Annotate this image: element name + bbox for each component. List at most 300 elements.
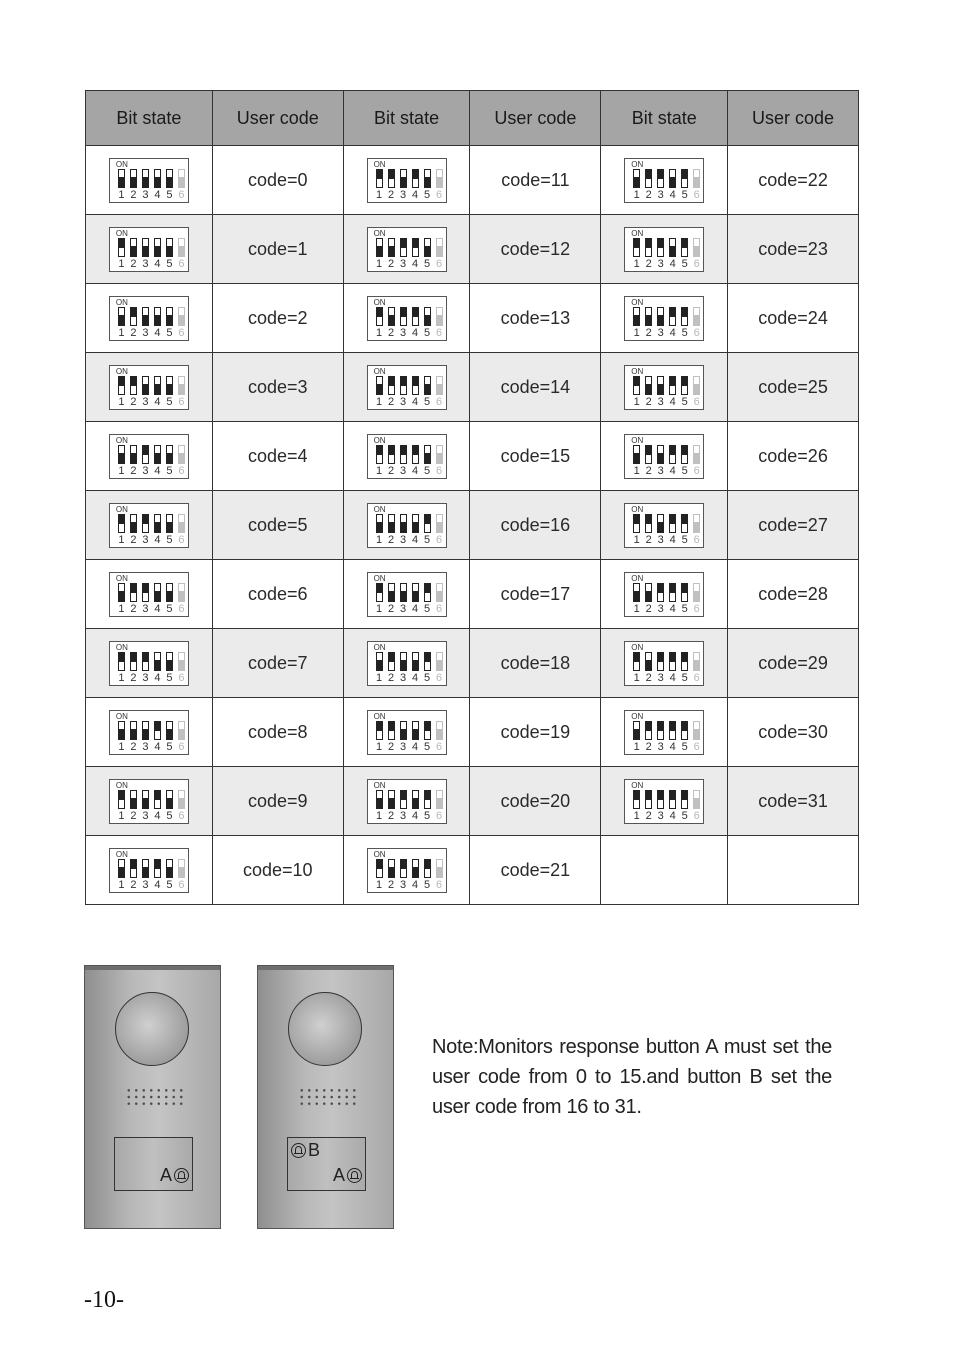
dip-knob xyxy=(119,453,124,462)
dip-switch-2 xyxy=(388,652,395,671)
dip-number: 3 xyxy=(142,740,149,753)
dip-number: 5 xyxy=(681,395,688,408)
panel-top-strip xyxy=(258,966,393,970)
dip-switch-2 xyxy=(130,307,137,326)
dip-number: 1 xyxy=(118,533,125,546)
dip-switch-2 xyxy=(388,307,395,326)
dip-switch-2 xyxy=(388,583,395,602)
user-code-value: code=28 xyxy=(758,583,828,604)
dip-number: 3 xyxy=(400,395,407,408)
dip-knob xyxy=(167,246,172,255)
dip-number: 1 xyxy=(376,257,383,270)
dip-switch-5 xyxy=(166,721,173,740)
dip-switch-6 xyxy=(693,514,700,533)
header-user-code: User code xyxy=(212,91,343,146)
user-code-cell xyxy=(728,146,859,215)
dip-switch-3 xyxy=(400,307,407,326)
dip-knob xyxy=(119,591,124,600)
dip-number: 2 xyxy=(645,257,652,270)
user-code-cell xyxy=(470,215,601,284)
bit-state-cell xyxy=(601,353,728,422)
dip-switch-3 xyxy=(142,859,149,878)
dip-switch-5 xyxy=(424,583,431,602)
table-row xyxy=(86,215,859,284)
dip-on-label: ON xyxy=(631,228,644,238)
dip-number: 5 xyxy=(681,257,688,270)
dip-number: 2 xyxy=(645,188,652,201)
bit-state-cell xyxy=(86,215,213,284)
user-code-value: code=31 xyxy=(758,790,828,811)
table-row xyxy=(86,353,859,422)
dip-switch xyxy=(367,572,447,617)
dip-knob xyxy=(634,791,639,800)
user-code-cell xyxy=(212,491,343,560)
user-code-value: code=14 xyxy=(500,376,571,397)
dip-switch-2 xyxy=(388,169,395,188)
dip-knob xyxy=(425,722,430,731)
dip-number: 1 xyxy=(633,395,640,408)
dip-switch-4 xyxy=(154,859,161,878)
dip-switch-6 xyxy=(693,376,700,395)
dip-switch-6 xyxy=(436,514,443,533)
dip-knob xyxy=(437,177,442,186)
dip-switch xyxy=(367,779,447,824)
dip-number: 2 xyxy=(130,257,137,270)
user-code-cell xyxy=(212,284,343,353)
dip-switch-2 xyxy=(130,376,137,395)
dip-switch-1 xyxy=(633,583,640,602)
dip-knob xyxy=(143,867,148,876)
dip-switch xyxy=(624,434,704,479)
dip-switch-5 xyxy=(166,169,173,188)
dip-number: 2 xyxy=(645,395,652,408)
dip-knob xyxy=(389,522,394,531)
dip-knob xyxy=(401,522,406,531)
dip-number: 5 xyxy=(681,809,688,822)
dip-switch-5 xyxy=(681,721,688,740)
dip-knob xyxy=(425,791,430,800)
dip-switch xyxy=(367,434,447,479)
dip-knob xyxy=(670,308,675,317)
dip-on-label: ON xyxy=(373,711,386,721)
dip-knob xyxy=(377,798,382,807)
dip-number: 4 xyxy=(412,740,419,753)
dip-knob xyxy=(131,729,136,738)
dip-number: 5 xyxy=(166,809,173,822)
bit-state-cell xyxy=(343,146,470,215)
dip-knob xyxy=(437,522,442,531)
dip-knob xyxy=(155,453,160,462)
dip-number: 5 xyxy=(424,464,431,477)
dip-switch-1 xyxy=(118,169,125,188)
dip-number: 4 xyxy=(412,395,419,408)
dip-on-label: ON xyxy=(631,366,644,376)
dip-on-label: ON xyxy=(631,780,644,790)
page-number: -10- xyxy=(84,1287,124,1313)
dip-switch-2 xyxy=(645,376,652,395)
user-code-value: code=18 xyxy=(500,652,571,673)
dip-switch-1 xyxy=(376,445,383,464)
dip-knob xyxy=(377,446,382,455)
dip-number: 2 xyxy=(388,878,395,891)
dip-switch-2 xyxy=(645,307,652,326)
dip-knob xyxy=(155,315,160,324)
name-plate xyxy=(287,1137,366,1191)
dip-knob xyxy=(401,860,406,869)
dip-knob xyxy=(143,798,148,807)
dip-switch-4 xyxy=(154,652,161,671)
dip-number: 3 xyxy=(400,533,407,546)
dip-number: 4 xyxy=(669,188,676,201)
dip-number: 6 xyxy=(693,602,700,615)
dip-number: 1 xyxy=(633,188,640,201)
dip-switch-3 xyxy=(657,721,664,740)
dip-knob xyxy=(377,170,382,179)
dip-number: 4 xyxy=(669,533,676,546)
dip-number: 3 xyxy=(142,602,149,615)
dip-knob xyxy=(658,170,663,179)
user-code-value: code=7 xyxy=(247,652,308,673)
header-row xyxy=(86,91,859,146)
dip-knob xyxy=(634,653,639,662)
dip-number: 6 xyxy=(436,740,443,753)
bit-state-cell xyxy=(601,215,728,284)
dip-switch-2 xyxy=(645,514,652,533)
dip-switch xyxy=(109,296,189,341)
dip-number: 2 xyxy=(645,533,652,546)
dip-number: 4 xyxy=(412,257,419,270)
dip-number: 3 xyxy=(142,464,149,477)
dip-knob xyxy=(425,177,430,186)
bit-state-cell xyxy=(601,836,728,905)
dip-number: 4 xyxy=(154,326,161,339)
dip-on-label: ON xyxy=(115,366,128,376)
user-code-cell xyxy=(470,629,601,698)
dip-switch-1 xyxy=(376,859,383,878)
dip-switch-2 xyxy=(130,721,137,740)
call-button-b[interactable] xyxy=(291,1140,320,1161)
dip-switch-5 xyxy=(424,169,431,188)
dip-knob xyxy=(143,177,148,186)
dip-number: 5 xyxy=(166,326,173,339)
dip-switch-1 xyxy=(118,721,125,740)
dip-number: 3 xyxy=(142,257,149,270)
call-button-a[interactable] xyxy=(333,1165,362,1186)
user-code-cell xyxy=(728,698,859,767)
user-code-value: code=27 xyxy=(758,514,828,535)
dip-switch-1 xyxy=(633,376,640,395)
dip-on-label: ON xyxy=(115,504,128,514)
dip-knob xyxy=(634,453,639,462)
dip-switch-4 xyxy=(669,307,676,326)
dip-number: 2 xyxy=(645,602,652,615)
dip-knob xyxy=(694,729,699,738)
dip-switch xyxy=(367,503,447,548)
dip-knob xyxy=(131,584,136,593)
dip-switch-3 xyxy=(400,652,407,671)
dip-switch-4 xyxy=(154,721,161,740)
dip-knob xyxy=(413,798,418,807)
dip-number: 3 xyxy=(657,740,664,753)
dip-knob xyxy=(646,239,651,248)
dip-number: 1 xyxy=(376,326,383,339)
dip-number: 5 xyxy=(424,740,431,753)
dip-switch-6 xyxy=(178,721,185,740)
dip-switch-6 xyxy=(178,169,185,188)
dip-number: 4 xyxy=(412,809,419,822)
user-code-cell xyxy=(212,698,343,767)
user-code-cell xyxy=(470,353,601,422)
dip-knob xyxy=(167,591,172,600)
dip-switch xyxy=(624,710,704,755)
dip-knob xyxy=(401,446,406,455)
dip-switch-6 xyxy=(436,721,443,740)
dip-switch-2 xyxy=(645,652,652,671)
dip-number: 4 xyxy=(669,464,676,477)
dip-knob xyxy=(670,653,675,662)
dip-switch-4 xyxy=(412,307,419,326)
dip-switch-1 xyxy=(376,583,383,602)
header-user-code: User code xyxy=(728,91,859,146)
dip-switch-3 xyxy=(657,583,664,602)
dip-number: 6 xyxy=(178,464,185,477)
dip-knob xyxy=(131,308,136,317)
dip-on-label: ON xyxy=(115,435,128,445)
dip-number: 6 xyxy=(436,326,443,339)
dip-knob xyxy=(167,384,172,393)
dip-knob xyxy=(425,653,430,662)
bit-state-cell xyxy=(601,629,728,698)
dip-switch-4 xyxy=(412,238,419,257)
dip-number: 5 xyxy=(166,671,173,684)
user-code-value: code=13 xyxy=(500,307,571,328)
user-code-value: code=29 xyxy=(758,652,828,673)
dip-switch-4 xyxy=(669,583,676,602)
dip-switch-6 xyxy=(693,583,700,602)
dip-number: 2 xyxy=(130,602,137,615)
dip-number: 1 xyxy=(633,464,640,477)
dip-switch-1 xyxy=(633,445,640,464)
header-user-code: User code xyxy=(470,91,601,146)
dip-number: 1 xyxy=(376,533,383,546)
dip-switch xyxy=(367,158,447,203)
dip-on-label: ON xyxy=(115,228,128,238)
dip-switch-5 xyxy=(424,238,431,257)
dip-knob xyxy=(682,377,687,386)
dip-knob xyxy=(437,660,442,669)
dip-knob xyxy=(437,798,442,807)
dip-knob xyxy=(658,453,663,462)
dip-switch-3 xyxy=(657,445,664,464)
dip-number: 5 xyxy=(424,395,431,408)
dip-switch-3 xyxy=(657,652,664,671)
dip-knob xyxy=(670,515,675,524)
dip-switch-1 xyxy=(376,238,383,257)
user-code-value: code=8 xyxy=(247,721,308,742)
dip-switch-2 xyxy=(130,238,137,257)
dip-number: 5 xyxy=(166,395,173,408)
dip-number: 2 xyxy=(130,533,137,546)
dip-switch-1 xyxy=(633,169,640,188)
dip-knob xyxy=(167,867,172,876)
dip-knob xyxy=(377,722,382,731)
dip-number: 3 xyxy=(400,740,407,753)
dip-number: 2 xyxy=(130,740,137,753)
dip-knob xyxy=(119,791,124,800)
dip-number: 5 xyxy=(166,464,173,477)
dip-number: 4 xyxy=(669,809,676,822)
call-button-a[interactable] xyxy=(160,1165,189,1186)
dip-number: 5 xyxy=(424,326,431,339)
dip-number: 4 xyxy=(669,257,676,270)
dip-knob xyxy=(425,384,430,393)
dip-knob xyxy=(413,170,418,179)
dip-number: 5 xyxy=(424,671,431,684)
dip-knob xyxy=(670,177,675,186)
bell-icon xyxy=(174,1168,189,1183)
dip-switch-6 xyxy=(436,859,443,878)
dip-number: 6 xyxy=(436,533,443,546)
dip-knob xyxy=(694,177,699,186)
dip-switch-2 xyxy=(130,514,137,533)
dip-number: 3 xyxy=(400,257,407,270)
table-row xyxy=(86,836,859,905)
dip-number: 1 xyxy=(376,395,383,408)
dip-knob xyxy=(155,791,160,800)
dip-switch-6 xyxy=(693,790,700,809)
bit-state-cell xyxy=(343,353,470,422)
bit-state-cell xyxy=(601,767,728,836)
dip-number: 1 xyxy=(118,878,125,891)
dip-knob xyxy=(119,239,124,248)
bit-state-cell xyxy=(601,422,728,491)
dip-knob xyxy=(646,591,651,600)
dip-number: 3 xyxy=(400,326,407,339)
bit-state-cell xyxy=(343,422,470,491)
dip-knob xyxy=(658,791,663,800)
dip-switch-5 xyxy=(166,376,173,395)
dip-number: 3 xyxy=(142,533,149,546)
dip-switch-2 xyxy=(388,376,395,395)
dip-number: 6 xyxy=(436,602,443,615)
dip-switch-6 xyxy=(178,238,185,257)
dip-knob xyxy=(694,522,699,531)
dip-knob xyxy=(179,729,184,738)
dip-knob xyxy=(143,384,148,393)
code-table xyxy=(85,90,859,905)
dip-switch-1 xyxy=(118,652,125,671)
dip-knob xyxy=(437,384,442,393)
dip-number: 1 xyxy=(633,326,640,339)
dip-switch-1 xyxy=(376,652,383,671)
dip-knob xyxy=(179,660,184,669)
dip-number: 3 xyxy=(142,326,149,339)
dip-knob xyxy=(377,384,382,393)
dip-knob xyxy=(413,308,418,317)
bit-state-cell xyxy=(601,560,728,629)
dip-switch-4 xyxy=(154,169,161,188)
dip-switch-1 xyxy=(118,790,125,809)
dip-switch-6 xyxy=(436,238,443,257)
dip-knob xyxy=(377,308,382,317)
user-code-value: code=26 xyxy=(758,445,828,466)
user-code-value: code=6 xyxy=(247,583,308,604)
dip-number: 5 xyxy=(681,602,688,615)
dip-number: 6 xyxy=(178,395,185,408)
user-code-value: code=17 xyxy=(500,583,571,604)
dip-number: 3 xyxy=(142,878,149,891)
dip-switch-3 xyxy=(142,583,149,602)
user-code-cell xyxy=(470,422,601,491)
user-code-cell xyxy=(470,146,601,215)
dip-switch xyxy=(367,710,447,755)
user-code-cell xyxy=(470,836,601,905)
dip-number: 5 xyxy=(424,533,431,546)
dip-knob xyxy=(119,377,124,386)
dip-knob xyxy=(658,522,663,531)
dip-switch xyxy=(624,779,704,824)
dip-number: 3 xyxy=(657,671,664,684)
dip-knob xyxy=(670,722,675,731)
bit-state-cell xyxy=(601,698,728,767)
dip-number: 1 xyxy=(376,809,383,822)
dip-knob xyxy=(401,791,406,800)
dip-on-label: ON xyxy=(373,435,386,445)
dip-number: 6 xyxy=(178,326,185,339)
dip-knob xyxy=(155,722,160,731)
dip-knob xyxy=(658,722,663,731)
dip-on-label: ON xyxy=(373,849,386,859)
dip-switch-3 xyxy=(142,721,149,740)
dip-switch-5 xyxy=(424,721,431,740)
dip-on-label: ON xyxy=(373,159,386,169)
dip-switch-3 xyxy=(657,514,664,533)
dip-knob xyxy=(389,377,394,386)
dip-switch-1 xyxy=(633,790,640,809)
dip-number: 4 xyxy=(412,326,419,339)
dip-number: 1 xyxy=(633,257,640,270)
dip-knob xyxy=(646,660,651,669)
dip-knob xyxy=(167,177,172,186)
user-code-cell xyxy=(728,353,859,422)
dip-switch-5 xyxy=(424,790,431,809)
dip-switch-1 xyxy=(376,307,383,326)
dip-switch-5 xyxy=(166,445,173,464)
dip-switch-2 xyxy=(130,790,137,809)
bit-state-cell xyxy=(86,629,213,698)
dip-knob xyxy=(179,315,184,324)
dip-switch-1 xyxy=(118,583,125,602)
table-row xyxy=(86,491,859,560)
dip-switch xyxy=(109,158,189,203)
dip-number: 2 xyxy=(388,602,395,615)
bit-state-cell xyxy=(343,560,470,629)
dip-knob xyxy=(167,798,172,807)
dip-switch-1 xyxy=(633,721,640,740)
dip-switch-4 xyxy=(412,376,419,395)
bit-state-cell xyxy=(86,698,213,767)
dip-switch-6 xyxy=(436,445,443,464)
user-code-cell xyxy=(728,836,859,905)
dip-knob xyxy=(167,660,172,669)
dip-switch-6 xyxy=(693,307,700,326)
dip-switch-5 xyxy=(424,514,431,533)
dip-switch-3 xyxy=(400,721,407,740)
dip-knob xyxy=(694,453,699,462)
dip-knob xyxy=(646,515,651,524)
dip-switch-2 xyxy=(645,169,652,188)
dip-switch-5 xyxy=(424,376,431,395)
